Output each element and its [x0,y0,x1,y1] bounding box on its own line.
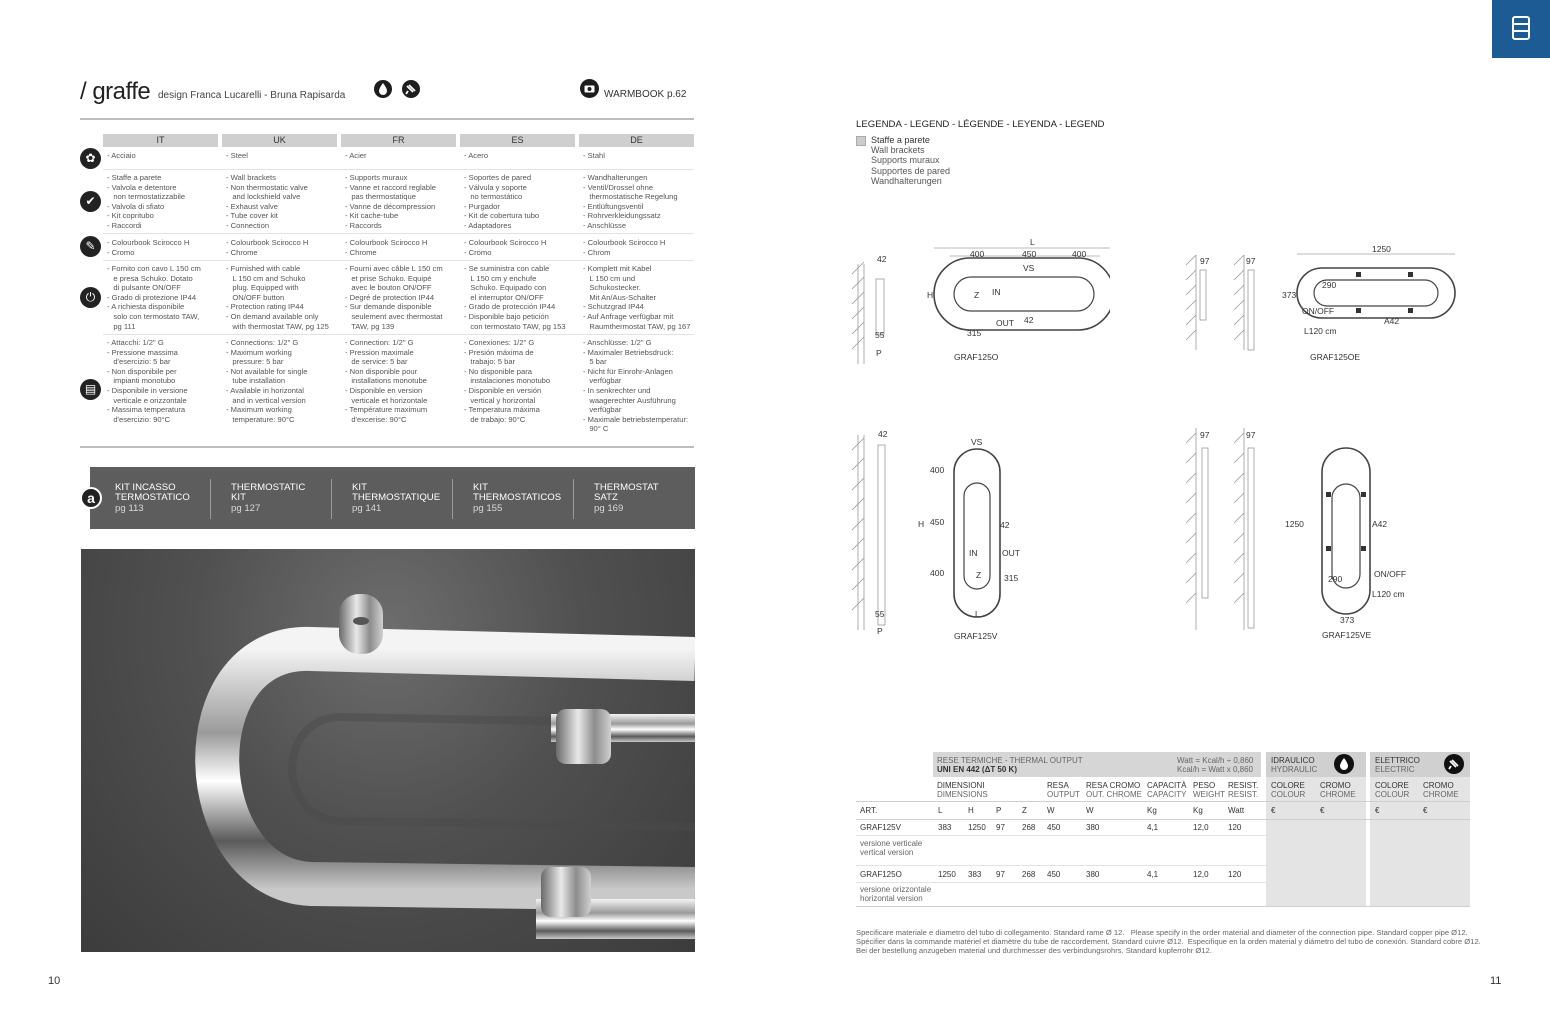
plug-icon [1444,754,1464,774]
dim-label: ON/OFF [1374,569,1407,579]
cell-finish-it: - Colourbook Scirocco H - Cromo [107,238,190,257]
col-colore-e-en: COLOUR [1375,790,1410,799]
kit-item-es[interactable] [473,483,561,514]
cell-material-fr: - Acier [345,151,367,160]
dim-label: 55 [875,609,885,619]
dim-label: ON/OFF [1302,306,1335,316]
cell-supply-es: - Soportes de pared - Válvula y soporte no termostático - Purgador - Kit de cobertura tubo - Adaptadores [464,173,540,230]
dim-label: 97 [1200,430,1210,440]
cell-finish-fr: - Colourbook Scirocco H - Chrome [345,238,428,257]
dim-label: 373 [1340,615,1355,625]
dim-label: Z [976,570,982,580]
dim-label: 97 [1246,430,1256,440]
cell-finish-uk: - Colourbook Scirocco H - Chrome [226,238,309,257]
product-photo [81,549,695,952]
page-number-left: 10 [48,975,61,987]
euro-cromo-h: € [1320,806,1325,815]
lang-header-de: DE [579,134,694,147]
cell-value: 97 [996,823,1005,832]
unit-art: ART. [860,806,878,815]
dim-label: Z [974,290,980,300]
dim-label: 1250 [1285,519,1304,529]
kit-page: pg 113 [115,502,144,514]
dim-label: IN [969,548,978,558]
dim-label: 1250 [1372,244,1391,254]
radiator-icon [1492,0,1550,58]
cell-value: 120 [1228,870,1242,879]
cell-supply-uk: - Wall brackets - Non thermostatic valve and lockshield valve - Exhaust valve - Tube cover kit - Connection [226,173,308,230]
dim-label: H [927,290,934,300]
camera-icon [580,79,599,98]
col-colore-h: COLORE [1271,781,1305,790]
row-divider [103,334,694,335]
dim-label: 42 [877,254,887,264]
cell-value: 380 [1086,823,1100,832]
header-divider [80,118,694,120]
dim-label: 315 [1004,573,1019,583]
euro-cromo-e: € [1423,806,1428,815]
cell-value: 268 [1022,870,1036,879]
euro-colore-h: € [1271,806,1276,815]
output-title: RESE TERMICHE - THERMAL OUTPUT [937,756,1083,765]
warmbook-ref: WARMBOOK p.62 [604,89,687,100]
cell-value: 1250 [938,870,956,879]
dim-label: VS [1023,263,1035,273]
unit-w: W [1047,806,1055,815]
col-cromo-e-en: CHROME [1423,790,1459,799]
brand-tab [1492,0,1550,58]
kit-separator [452,479,453,519]
unit-h: H [968,806,974,815]
row-divider [103,260,694,261]
dim-label: 290 [1328,574,1343,584]
legend-item-lines: Wall brackets Supports muraux Supportes de pared Wandhalterungen [871,145,951,187]
table-rule [856,882,1266,883]
lang-header-fr: FR [341,134,456,147]
col-dimensions: DIMENSIONI [937,781,985,790]
cell-electric-es: - Se suministra con cable L 150 cm y enchufe Schuko. Equipado con el interruptor ON/OFF - Grado de protección IP44 - Disponible bajo petición con termostato TAW, pg 153 [464,264,566,331]
kit-page: pg 169 [594,502,624,514]
cell-material-de: - Stahl [583,151,605,160]
check-icon: ✔ [80,191,101,212]
cell-electric-de: - Komplett mit Kabel L 150 cm und Schukostecker. Mit An/Aus-Schalter - Schutzgrad IP44 - Auf Anfrage verfügbar mit Raumthermostat TAW, pg 167 [583,264,691,331]
row-note-horizontal: versione orizzontale horizontal version [860,885,932,903]
col-resist: RESIST. [1228,781,1259,790]
col-colore-h-en: COLOUR [1271,790,1306,799]
kit-bar [90,467,695,529]
col-resa-cromo: RESA CROMO [1086,781,1141,790]
cell-electric-fr: - Fourni avec câble L 150 cm et prise Schuko. Equipé avec le bouton ON/OFF - Degré de protection IP44 - Sur demande disponible seulement avec thermostat TAW, pg 139 [345,264,443,331]
kit-title: THERMOSTAT SATZ [594,482,659,504]
output-subtitle: UNI EN 442 (ΔT 50 K) [937,765,1017,774]
dim-label: VS [971,437,983,447]
table-rule [856,801,1470,802]
dim-label: L120 cm [1372,589,1405,599]
electric-label-en: ELECTRIC [1375,765,1415,774]
legend-item-title: Staffe a parete [871,135,930,145]
dim-label: L [1030,237,1035,247]
diagram-graf125v [850,425,1050,645]
col-peso: PESO [1193,781,1216,790]
col-cromo-e: CROMO [1423,781,1454,790]
unit-watt: Watt [1228,806,1245,815]
cell-value: 450 [1047,823,1061,832]
formula-2: Kcal/h = Watt x 0,860 [1177,765,1253,774]
plug-icon [402,80,420,98]
cell-technical-fr: - Connection: 1/2" G - Pression maximale de service: 5 bar - Non disponible pour installations monotube - Disponible en version verticale et horizontale - Température maximum d'excerise: 90°C [345,338,428,424]
kit-item-uk[interactable] [231,483,305,514]
row-art-graf125v: GRAF125V [860,823,901,832]
plug-icon: ⏻ [80,287,101,308]
kit-separator [210,479,211,519]
cell-value: 120 [1228,823,1242,832]
kit-separator [573,479,574,519]
dim-label: OUT [1002,548,1020,558]
designer-credit: design Franca Lucarelli - Bruna Rapisarda [158,90,346,101]
kit-item-it[interactable] [115,483,190,514]
cell-technical-es: - Conexiones: 1/2" G - Presión máxima de trabajo: 5 bar - No disponible para instalaciones monotubo - Disponible en versión vertical y horizontal - Temperatura máxima de trabajo: 90°C [464,338,551,424]
cell-value: 383 [968,870,982,879]
cell-supply-de: - Wandhalterungen - Ventil/Drossel ohne thermostatische Regelung - Entlüftungsventil - Rohrverkleidungssatz - Anschlüsse [583,173,678,230]
water-drop-icon [374,80,392,98]
diagram-name: GRAF125V [954,631,998,641]
col-colore-e: COLORE [1375,781,1409,790]
unit-w-chrome: W [1086,806,1094,815]
cell-value: 380 [1086,870,1100,879]
kit-title: KIT INCASSO TERMOSTATICO [115,482,190,504]
diagram-graf125ve [1182,418,1422,643]
row-divider [103,233,694,234]
cell-value: 383 [938,823,952,832]
hydraulic-label: IDRAULICO [1271,756,1315,765]
cell-electric-it: - Fornito con cavo L 150 cm e presa Schuko. Dotato di pulsante ON/OFF - Grado di protezione IP44 - A richiesta disponibile solo con termostato TAW, pg 111 [107,264,201,331]
cell-finish-es: - Colourbook Scirocco H - Cromo [464,238,547,257]
cell-finish-de: - Colourbook Scirocco H - Chrom [583,238,666,257]
page-number-right: 11 [1490,975,1502,987]
kit-item-fr[interactable] [352,483,440,514]
dim-label: 42 [878,429,888,439]
cell-value: 12,0 [1193,823,1209,832]
legend-title: LEGENDA - LEGEND - LÉGENDE - LEYENDA - LEGEND [856,119,1105,130]
table-rule [856,865,1266,866]
col-peso-en: WEIGHT [1193,790,1225,799]
dim-label: 400 [930,465,945,475]
formula-1: Watt = Kcal/h ÷ 0,860 [1177,756,1254,765]
col-resa-en: OUTPUT [1047,790,1080,799]
legend-swatch [856,136,866,146]
water-drop-icon [1334,754,1354,774]
row-art-graf125o: GRAF125O [860,870,902,879]
dim-label: L120 cm [1304,326,1337,336]
lang-header-es: ES [460,134,575,147]
row-divider [103,169,694,170]
col-cromo-h: CROMO [1320,781,1351,790]
cell-material-es: - Acero [464,151,489,160]
cell-technical-uk: - Connections: 1/2" G - Maximum working pressure: 5 bar - Not available for single tube installation - Available in horizontal and in vertical version - Maximum working temperature: 90°C [226,338,308,424]
table-rule [856,835,1266,836]
cell-value: 1250 [968,823,986,832]
cell-technical-it: - Attacchi: 1/2" G - Pressione massima d'esercizio: 5 bar - Non disponibile per impianti monotubo - Disponibile in versione verticale e orizzontale - Massima temperatura d'esercizio: 90°C [107,338,188,424]
kit-item-de[interactable] [594,483,659,514]
cell-supply-fr: - Supports muraux - Vanne et raccord reglable pas thermostatique - Vanne de décompression - Kit cache-tube - Raccords [345,173,437,230]
unit-kg-weight: Kg [1193,806,1203,815]
dim-label: 97 [1200,256,1210,266]
dim-label: 315 [967,328,982,338]
dim-label: 42 [1000,520,1010,530]
cell-electric-uk: - Furnished with cable L 150 cm and Schuko plug. Equipped with ON/OFF button - Protection rating IP44 - On demand available only with thermostat TAW, pg 125 [226,264,329,331]
col-resa-cromo-en: OUT. CHROME [1086,790,1142,799]
dim-label: H [918,519,925,529]
kit-title: KIT THERMOSTATIQUE [352,482,441,504]
dim-label: 373 [1282,290,1297,300]
dim-label: 290 [1322,280,1337,290]
diagram-graf125oe [1182,240,1472,365]
diagram-name: GRAF125OE [1310,352,1361,362]
diagram-name: GRAF125O [954,352,999,362]
dim-label: 55 [875,330,885,340]
table-rule [856,906,1470,907]
cell-material-uk: - Steel [226,151,248,160]
cell-material-it: - Acciaio [107,151,136,160]
section-divider [80,446,694,448]
cell-value: 97 [996,870,1005,879]
dim-label: P [877,626,883,636]
diagram-name: GRAF125VE [1322,630,1372,640]
dim-label: OUT [996,318,1014,328]
col-capacita-en: CAPACITY [1147,790,1187,799]
cell-technical-de: - Anschlüsse: 1/2" G - Maximaler Betriebsdruck: 5 bar - Nicht für Einrohr-Anlagen verfügbar - In senkrechter und waagerechter Ausführung verfügbar - Maximale betriebstemperatur: 90° C [583,338,689,434]
kit-page: pg 141 [352,502,382,514]
dim-label: L [975,609,980,619]
row-note-vertical: versione verticale vertical version [860,839,923,857]
kit-separator [331,479,332,519]
col-resa: RESA [1047,781,1069,790]
page-title: / graffe [80,78,151,105]
cell-value: 4,1 [1147,823,1159,832]
cell-value: 268 [1022,823,1036,832]
dim-label: 400 [1072,249,1087,259]
unit-l: L [938,806,943,815]
dim-label: A42 [1384,316,1400,326]
hydraulic-label-en: HYDRAULIC [1271,765,1318,774]
footnotes: Specificare materiale e diametro del tubo di collegamento. Standard rame Ø 12. Please specify in the order material and diameter of the connection pipe. Standard copper pipe Ø12. Spécifier dans la commande matériel et diamètre du tube de raccordement. Standard cuivre Ø12. Especifique en la orden material y diámetro del tubo de conexión. Standard cobre Ø12. Bei der bestellung anzugeben material und durchmesser des verbindungsrohrs. Standard kupferrohr Ø12. [856,928,1481,955]
cell-value: 12,0 [1193,870,1209,879]
book-icon: ▤ [80,379,101,400]
cell-value: 450 [1047,870,1061,879]
col-dimensions-en: DIMENSIONS [937,790,988,799]
col-capacita: CAPACITÀ [1147,781,1187,790]
lang-header-uk: UK [222,134,337,147]
col-cromo-h-en: CHROME [1320,790,1356,799]
col-resist-en: RESIST. [1228,790,1259,799]
kit-badge: a [80,487,102,509]
lang-header-it: IT [103,134,218,147]
euro-colore-e: € [1375,806,1380,815]
kit-title: THERMOSTATIC KIT [231,482,306,504]
dim-label: 450 [930,517,945,527]
dim-label: 400 [930,568,945,578]
dim-label: 400 [970,249,985,259]
brush-icon: ✎ [80,236,101,257]
unit-z: Z [1022,806,1027,815]
dim-label: A42 [1372,519,1388,529]
kit-page: pg 127 [231,502,261,514]
dim-label: 42 [1024,315,1034,325]
material-icon: ✿ [80,148,101,169]
dim-label: 97 [1246,256,1256,266]
electric-label: ELETTRICO [1375,756,1420,765]
table-rule [856,819,1470,820]
dim-label: IN [992,287,1001,297]
unit-kg-cap: Kg [1147,806,1157,815]
dim-label: 450 [1022,249,1037,259]
kit-page: pg 155 [473,502,503,514]
cell-value: 4,1 [1147,870,1159,879]
cell-supply-it: - Staffe a parete - Valvola e detentore non termostatizzabile - Valvola di sfiato - Kit copritubo - Raccordi [107,173,186,230]
diagram-graf125o [850,234,1110,369]
unit-p: P [996,806,1002,815]
kit-title: KIT THERMOSTATICOS [473,482,562,504]
dim-label: P [876,348,882,358]
